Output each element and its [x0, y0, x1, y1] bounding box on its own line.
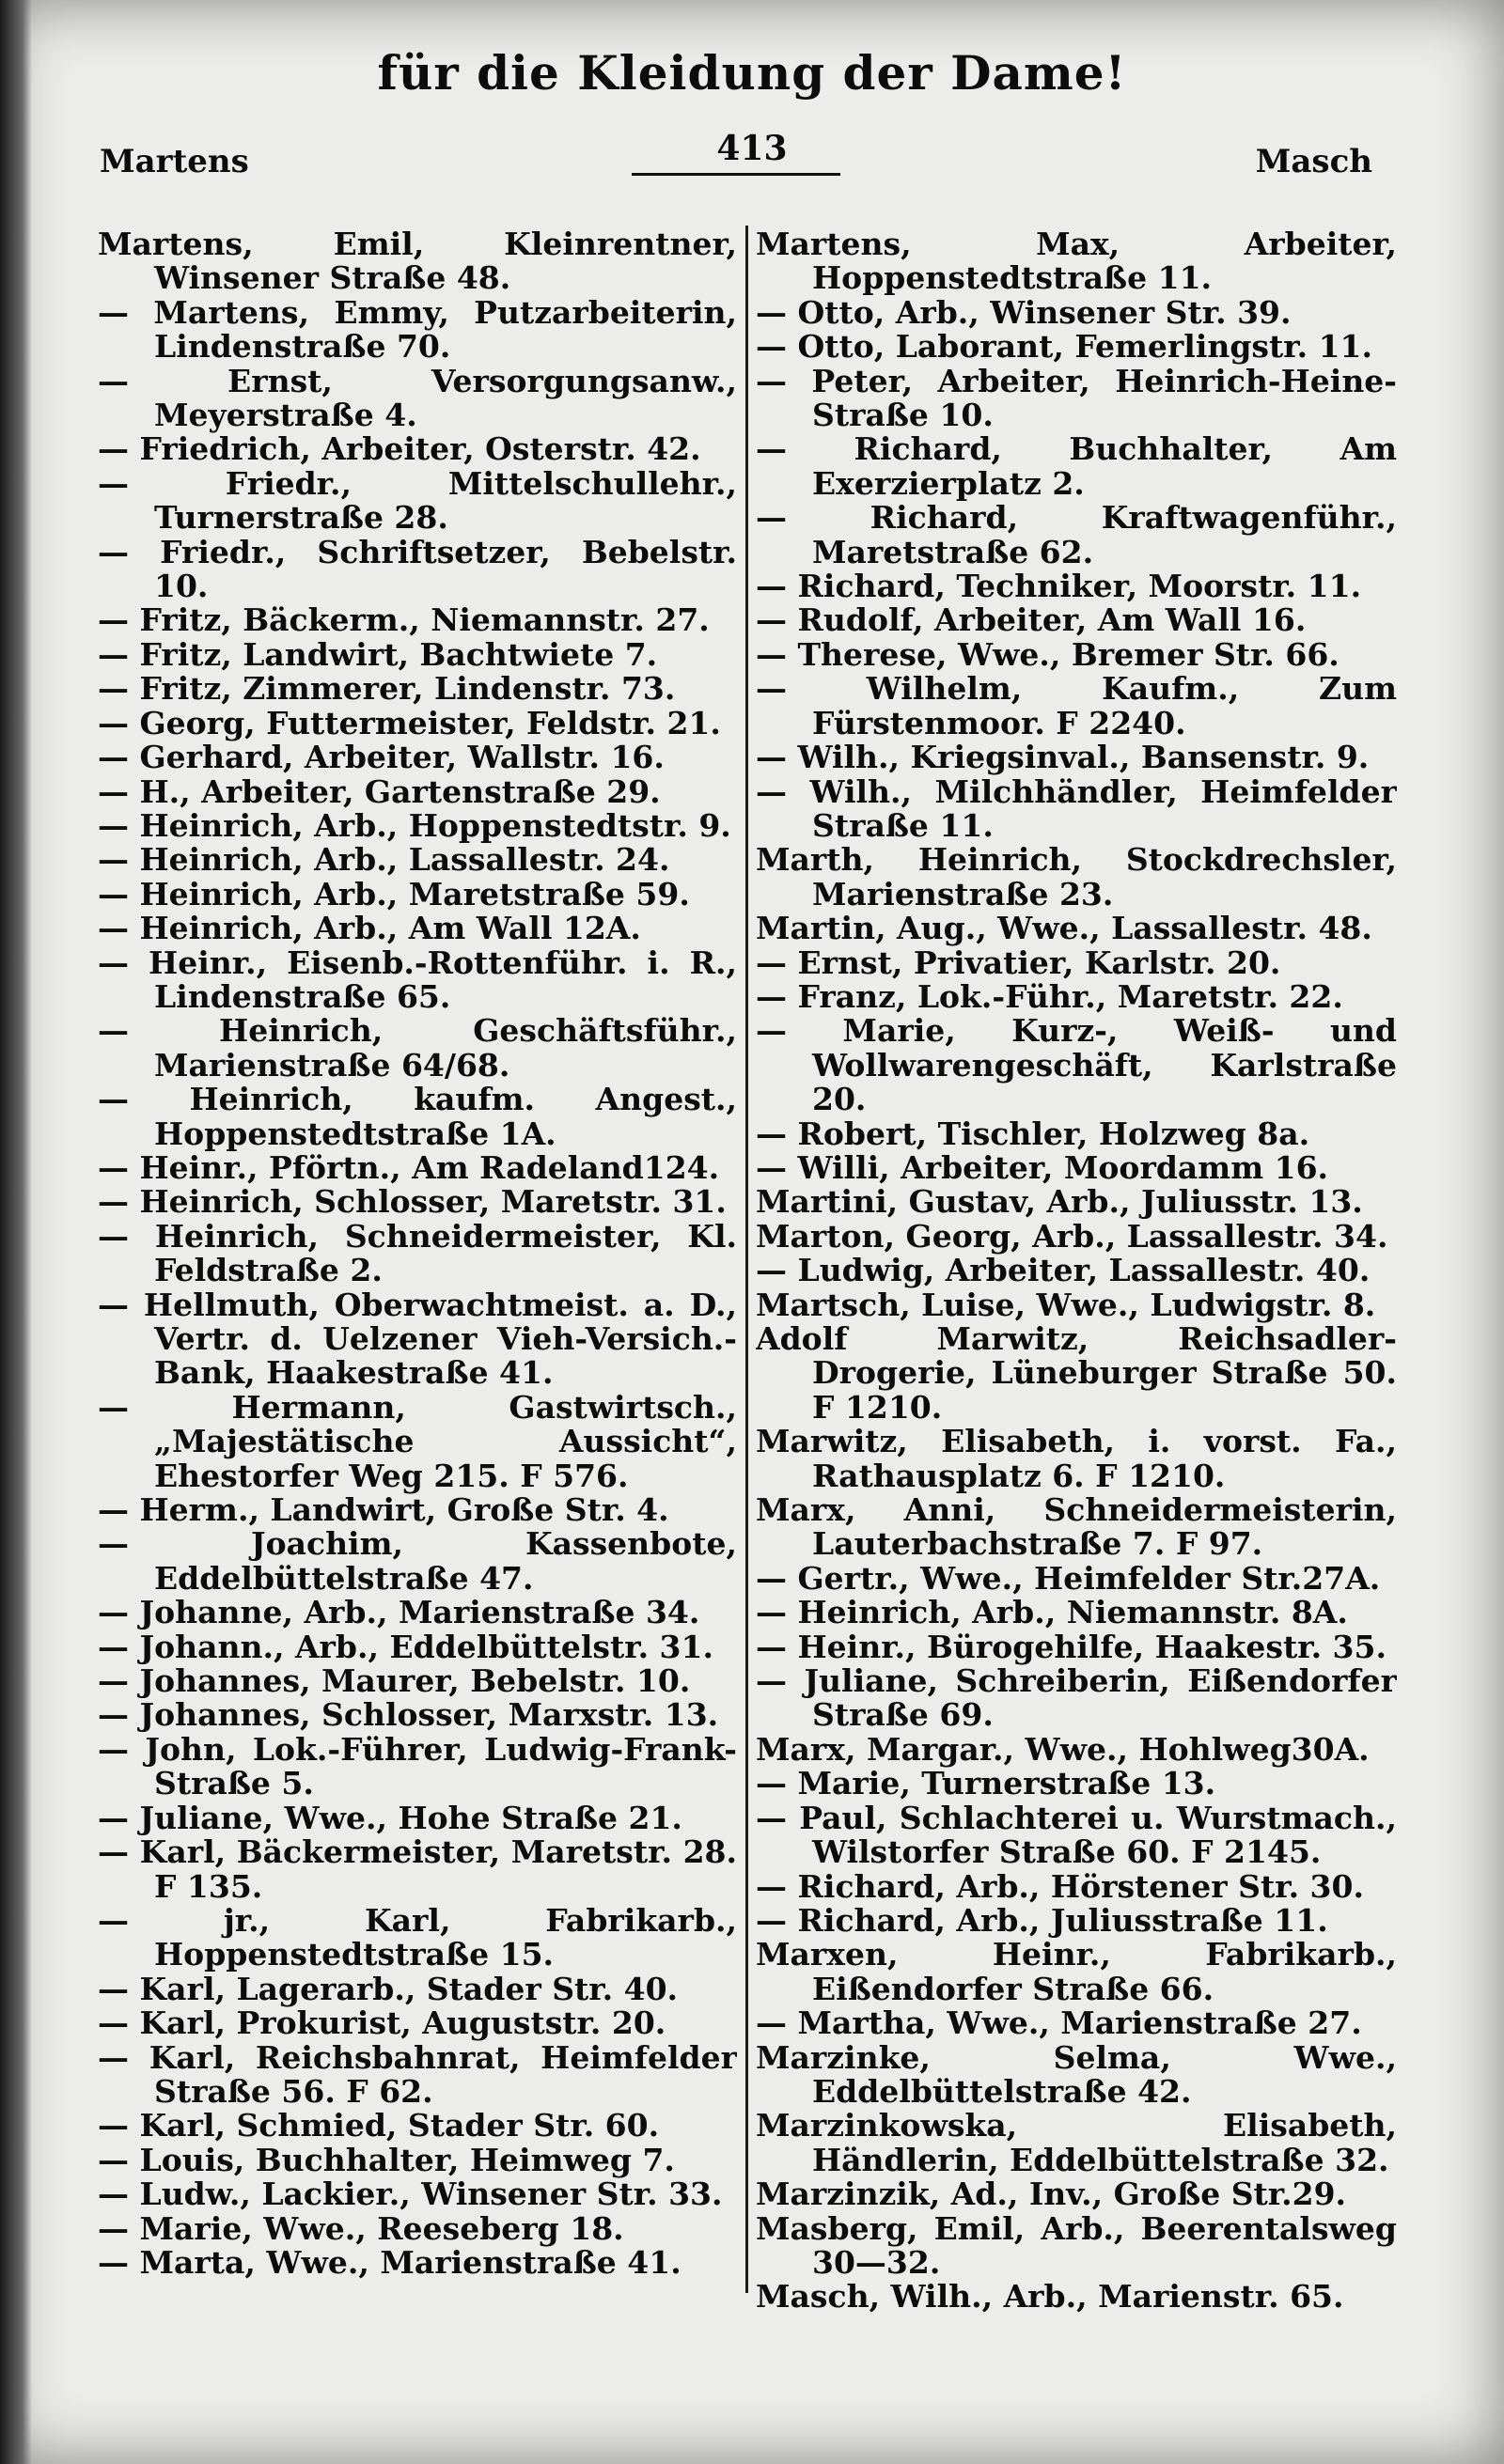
directory-entry: Marx, Anni, Schneidermeisterin, Lauterbachstraße 7. F 97. [756, 1491, 1397, 1563]
directory-entry: — Marie, Turnerstraße 13. [756, 1765, 1216, 1802]
column-divider [745, 226, 748, 2293]
directory-entry: — Karl, Prokurist, Auguststr. 20. [98, 2004, 666, 2042]
directory-entry: — Ludwig, Arbeiter, Lassallestr. 40. [756, 1252, 1371, 1289]
directory-entry: — Wilh., Kriegsinval., Bansenstr. 9. [756, 739, 1370, 776]
header-rule [632, 173, 840, 176]
directory-entry: — Martens, Emmy, Putzarbeiterin, Lindenstraße 70. [98, 293, 737, 366]
directory-entry: — Karl, Bäckermeister, Maretstr. 28. F 135. [98, 1833, 737, 1905]
directory-entry: — Heinr., Bürogehilfe, Haakestr. 35. [756, 1628, 1386, 1665]
directory-entry: — Hellmuth, Oberwachtmeist. a. D., Vertr. d. Uelzener Vieh-Versich.-Bank, Haakestraße 41. [98, 1286, 737, 1392]
directory-entry: — Martha, Wwe., Marienstraße 27. [756, 2004, 1362, 2042]
directory-entry: — Joachim, Kassenbote, Eddelbüttelstraße 47. [98, 1525, 737, 1597]
directory-entry: — Heinrich, Arb., Maretstraße 59. [98, 875, 690, 912]
directory-entry: Martens, Emil, Kleinrentner, Winsener Straße 48. [98, 227, 737, 297]
directory-entry: — Friedrich, Arbeiter, Osterstr. 42. [98, 430, 701, 468]
directory-entry: — Richard, Techniker, Moorstr. 11. [756, 568, 1362, 605]
directory-entry: — Franz, Lok.-Führ., Maretstr. 22. [756, 977, 1343, 1015]
directory-entry: — Karl, Schmied, Stader Str. 60. [98, 2107, 660, 2144]
directory-entry: — Peter, Arbeiter, Heinrich-Heine-Straße 10. [756, 362, 1397, 434]
directory-entry: — Otto, Laborant, Femerlingstr. 11. [756, 328, 1372, 366]
directory-entry: Marzinzik, Ad., Inv., Große Str.29. [756, 2175, 1347, 2213]
directory-entry: — Karl, Reichsbahnrat, Heimfelder Straße 56. F 62. [98, 2038, 737, 2110]
directory-entry: — Johann., Arb., Eddelbüttelstr. 31. [98, 1628, 713, 1665]
directory-entry: Martini, Gustav, Arb., Juliusstr. 13. [756, 1183, 1363, 1221]
directory-entry: — Johannes, Schlosser, Marxstr. 13. [98, 1696, 719, 1734]
directory-entry: Marzinke, Selma, Wwe., Eddelbüttelstraße 42. [756, 2038, 1397, 2110]
directory-entry: — Heinrich, Arb., Lassallestr. 24. [98, 841, 670, 879]
directory-entry: Marxen, Heinr., Fabrikarb., Eißendorfer Straße 66. [756, 1936, 1397, 2007]
directory-entry: — Richard, Kraftwagenführ., Maretstraße 62. [756, 499, 1397, 570]
directory-entry: Marx, Margar., Wwe., Hohlweg30A. [756, 1730, 1370, 1768]
directory-entry: — Louis, Buchhalter, Heimweg 7. [98, 2141, 675, 2178]
directory-entry: — Heinr., Eisenb.-Rottenführ. i. R., Lindenstraße 65. [98, 943, 737, 1015]
directory-entry: — Johannes, Maurer, Bebelstr. 10. [98, 1662, 691, 1700]
directory-entry: Marth, Heinrich, Stockdrechsler, Marienstraße 23. [756, 841, 1397, 912]
directory-entry: Martsch, Luise, Wwe., Ludwigstr. 8. [756, 1286, 1376, 1323]
directory-entry: — Paul, Schlachterei u. Wurstmach., Wilstorfer Straße 60. F 2145. [756, 1799, 1397, 1871]
directory-entry: — Herm., Landwirt, Große Str. 4. [98, 1491, 669, 1529]
page-number: 413 [716, 129, 788, 168]
directory-entry: Marzinkowska, Elisabeth, Händlerin, Eddelbüttelstraße 32. [756, 2107, 1397, 2178]
directory-entry: — Friedr., Schriftsetzer, Bebelstr. 10. [98, 533, 737, 605]
directory-entry: Masch, Wilh., Arb., Marienstr. 65. [756, 2278, 1344, 2314]
directory-entry: — H., Arbeiter, Gartenstraße 29. [98, 772, 661, 810]
directory-entry: — Karl, Lagerarb., Stader Str. 40. [98, 1970, 679, 2007]
directory-entry: — Johanne, Arb., Marienstraße 34. [98, 1594, 700, 1631]
running-head-left: Martens [100, 143, 249, 180]
directory-entry: — Marie, Wwe., Reeseberg 18. [98, 2209, 624, 2247]
directory-entry: — Ernst, Privatier, Karlstr. 20. [756, 943, 1281, 981]
directory-entry: — John, Lok.-Führer, Ludwig-Frank-Straße 5. [98, 1730, 737, 1802]
directory-entry: — Otto, Arb., Winsener Str. 39. [756, 293, 1292, 331]
directory-entry: — Hermann, Gastwirtsch., „Majestätische Aussicht“, Ehestorfer Weg 215. F 576. [98, 1388, 737, 1494]
directory-entry: — Wilhelm, Kaufm., Zum Fürstenmoor. F 2240. [756, 670, 1397, 741]
directory-entry: Adolf Marwitz, Reichsadler-Drogerie, Lüneburger Straße 50. F 1210. [756, 1320, 1397, 1426]
directory-entry: — Fritz, Zimmerer, Lindenstr. 73. [98, 670, 676, 708]
directory-entry: — Richard, Arb., Juliusstraße 11. [756, 1901, 1328, 1939]
directory-entry: — jr., Karl, Fabrikarb., Hoppenstedtstraße 15. [98, 1901, 737, 1973]
directory-entry: — Heinrich, Schneidermeister, Kl. Feldstraße 2. [98, 1217, 737, 1289]
directory-entry: — Gerhard, Arbeiter, Wallstr. 16. [98, 739, 665, 776]
advertisement-line: für die Kleidung der Dame! [377, 45, 1127, 101]
directory-entry: — Heinrich, Arb., Niemannstr. 8A. [756, 1594, 1348, 1631]
directory-entry: — Rudolf, Arbeiter, Am Wall 16. [756, 601, 1307, 639]
directory-entry: — Willi, Arbeiter, Moordamm 16. [756, 1148, 1329, 1186]
running-head-right: Masch [1255, 143, 1372, 180]
directory-entry: Masberg, Emil, Arb., Beerentalsweg 30—32. [756, 2209, 1397, 2281]
directory-entry: — Georg, Futtermeister, Feldstr. 21. [98, 704, 721, 741]
directory-entry: — Richard, Buchhalter, Am Exerzierplatz 2. [756, 430, 1397, 502]
directory-entry: — Heinrich, Geschäftsführ., Marienstraße 64/68. [98, 1012, 737, 1084]
directory-entry: — Heinrich, Arb., Hoppenstedtstr. 9. [98, 806, 731, 844]
directory-entry: — Gertr., Wwe., Heimfelder Str.27A. [756, 1559, 1381, 1597]
directory-entry: Marwitz, Elisabeth, i. vorst. Fa., Rathausplatz 6. F 1210. [756, 1423, 1397, 1494]
directory-entry: — Juliane, Wwe., Hohe Straße 21. [98, 1799, 682, 1836]
directory-entry: — Richard, Arb., Hörstener Str. 30. [756, 1867, 1364, 1905]
directory-entry: — Wilh., Milchhändler, Heimfelder Straße 11. [756, 772, 1397, 844]
directory-entry: — Ludw., Lackier., Winsener Str. 33. [98, 2175, 723, 2213]
directory-entry: Marton, Georg, Arb., Lassallestr. 34. [756, 1217, 1388, 1255]
directory-entry: — Friedr., Mittelschullehr., Turnerstraße 28. [98, 464, 737, 537]
directory-entry: — Fritz, Landwirt, Bachtwiete 7. [98, 635, 658, 673]
directory-entry: — Robert, Tischler, Holzweg 8a. [756, 1115, 1310, 1152]
directory-entry: — Marie, Kurz-, Weiß- und Wollwarengeschäft, Karlstraße 20. [756, 1012, 1397, 1118]
directory-entry: — Juliane, Schreiberin, Eißendorfer Straße 69. [756, 1662, 1397, 1734]
directory-entry: — Fritz, Bäckerm., Niemannstr. 27. [98, 601, 710, 639]
directory-entry: — Therese, Wwe., Bremer Str. 66. [756, 635, 1340, 673]
directory-entry: Martens, Max, Arbeiter, Hoppenstedtstraße 11. [756, 227, 1397, 297]
directory-entry: Martin, Aug., Wwe., Lassallestr. 48. [756, 910, 1372, 947]
directory-entry: — Ernst, Versorgungsanw., Meyerstraße 4. [98, 362, 737, 434]
directory-entry: — Marta, Wwe., Marienstraße 41. [98, 2243, 682, 2281]
scan-edge-shadow [0, 0, 32, 2464]
directory-entry: — Heinrich, kaufm. Angest., Hoppenstedtstraße 1A. [98, 1081, 737, 1152]
directory-entry: — Heinrich, Schlosser, Maretstr. 31. [98, 1183, 727, 1221]
left-column [98, 227, 737, 2314]
directory-entry: — Heinr., Pförtn., Am Radeland124. [98, 1148, 720, 1186]
right-column [756, 227, 1397, 2314]
directory-entry: — Heinrich, Arb., Am Wall 12A. [98, 910, 641, 947]
